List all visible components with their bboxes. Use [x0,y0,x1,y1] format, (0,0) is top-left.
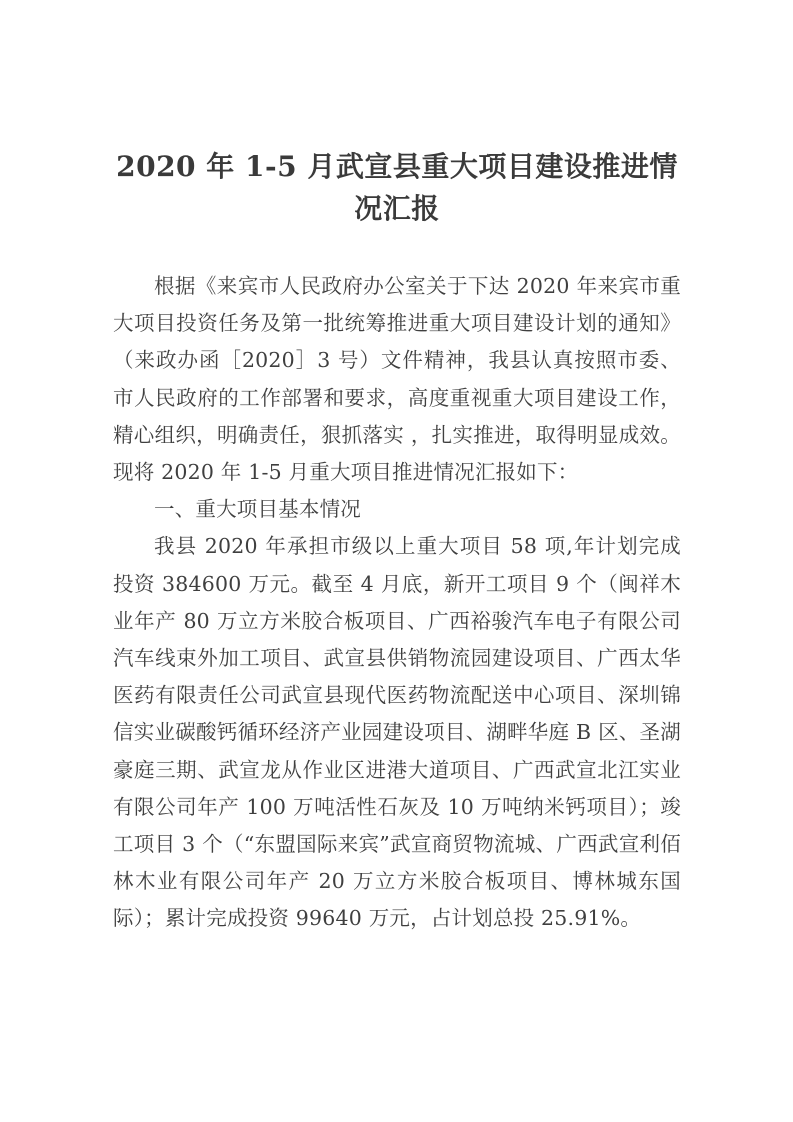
paragraph-intro: 根据《来宾市人民政府办公室关于下达 2020 年来宾市重大项目投资任务及第一批统筹推进重大项目建设计划的通知》（来政办函［2020］3 号）文件精神，我县认真按照市委、市人民政府的工作部署和要求，高度重视重大项目建设工作，精心组织，明确责任，狠抓落实 ，扎实推进，取得明显成效。现将 2020 年 1-5 月重大项目推进情况汇报如下： [113,274,681,485]
paragraph-section-one-body: 我县 2020 年承担市级以上重大项目 58 项,年计划完成投资 384600 万元。截至 4 月底，新开工项目 9 个（闽祥木业年产 80 万立方米胶合板项目、广西裕骏汽车电子有限公司汽车线束外加工项目、武宣县供销物流园建设项目、广西太华医药有限责任公司武宣县现代医药物流配送中心项目、深圳锦信实业碳酸钙循环经济产业园建设项目、湖畔华庭 B 区、圣湖豪庭三期、武宣龙从作业区进港大道项目、广西武宣北江实业有限公司年产 100 万吨活性石灰及 10 万吨纳米钙项目）；竣工项目 3 个（“东盟国际来宾”武宣商贸物流城、广西武宣利佰林木业有限公司年产 20 万立方米胶合板项目、博林城东国际）；累计完成投资 99640 万元，占计划总投 25.91%。 [113,534,681,931]
section-heading-one: 一、重大项目基本情况 [154,497,361,522]
document-content [113,0,681,938]
page-title: 2020 年 1-5 月武宣县重大项目建设推进情况汇报 [116,150,678,225]
